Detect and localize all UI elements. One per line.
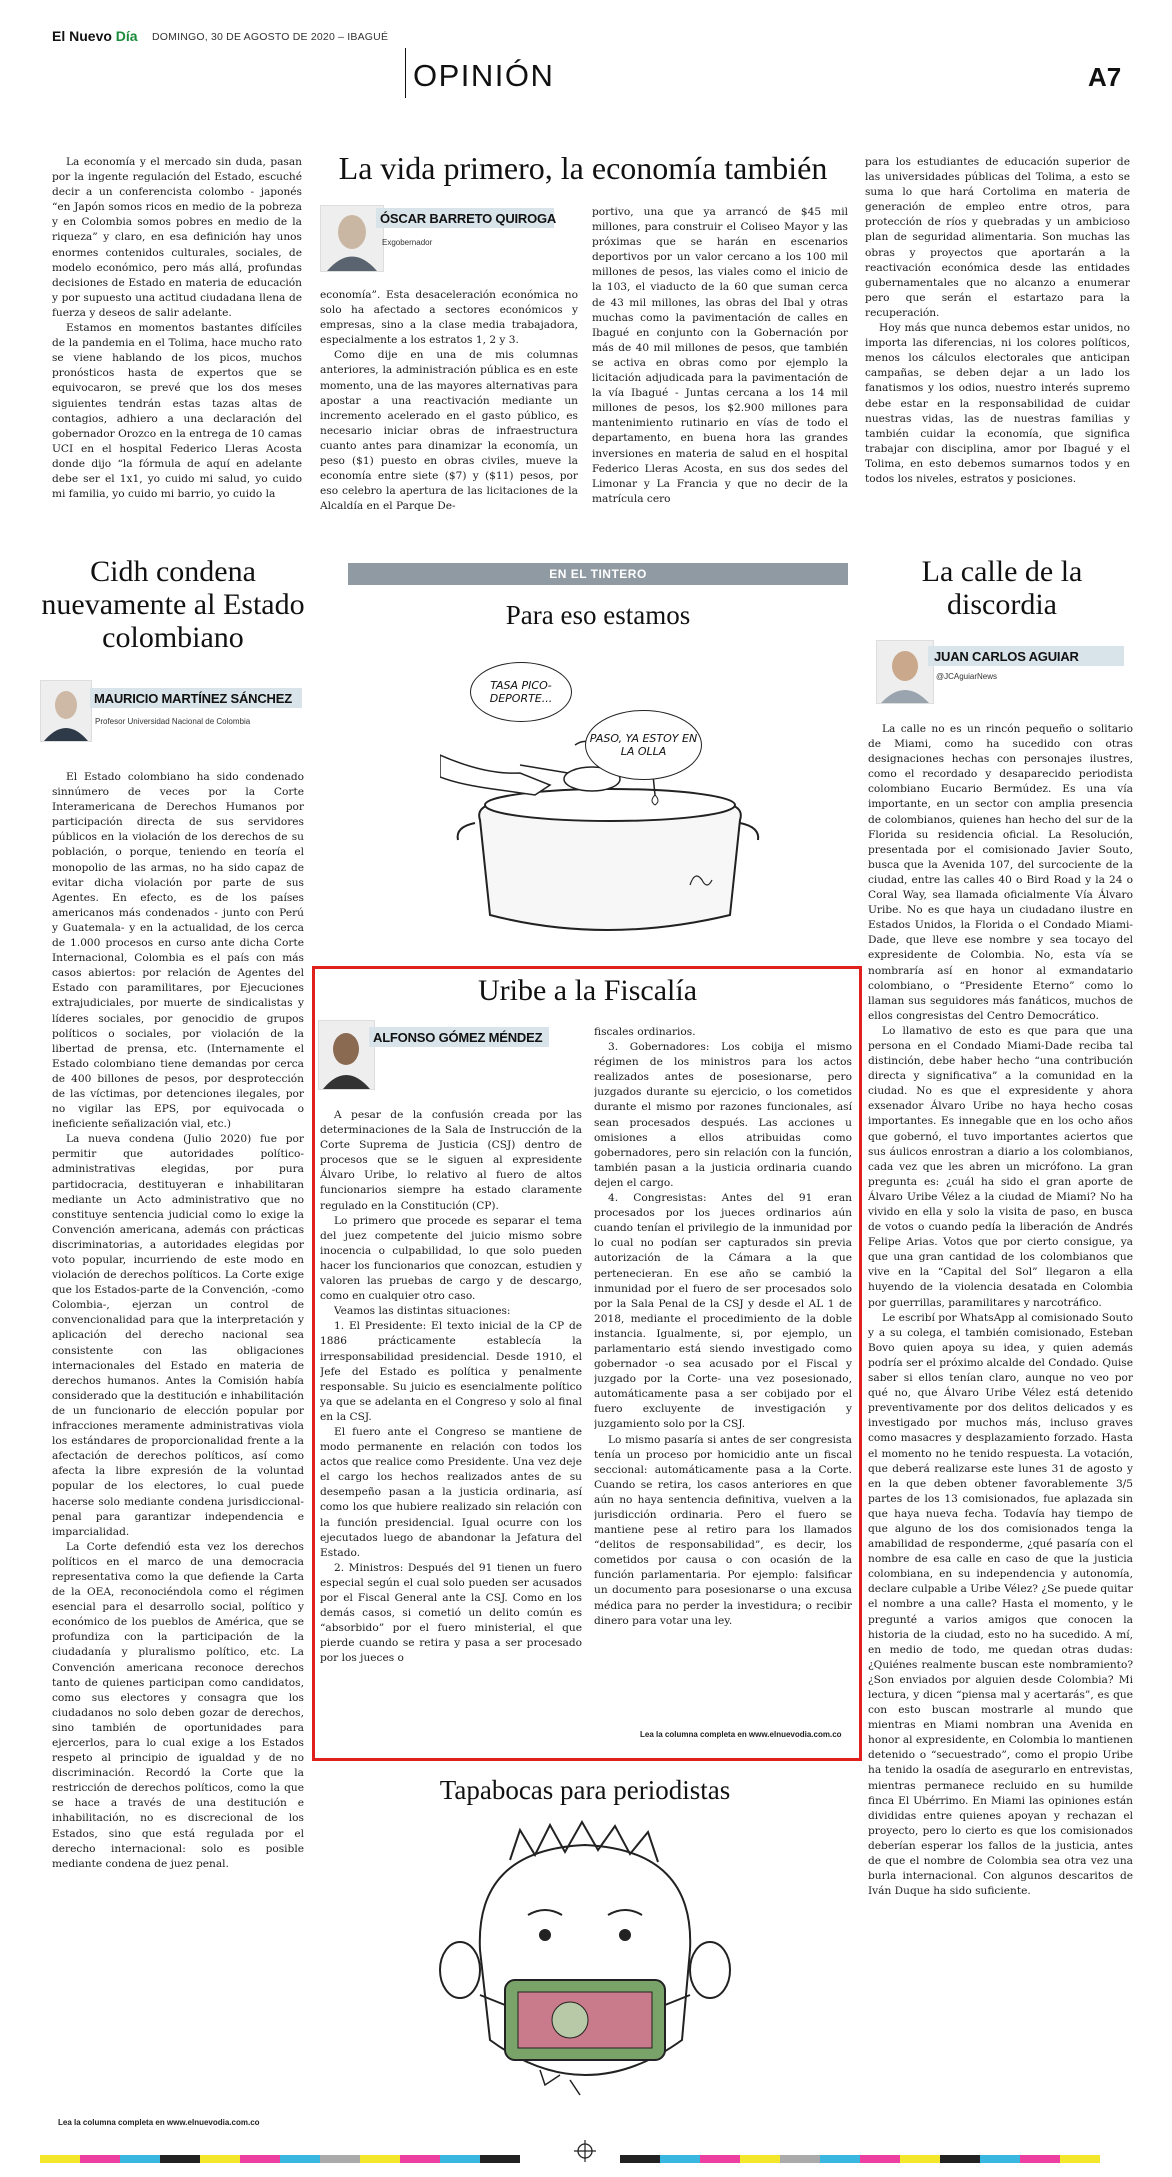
author-photo: [876, 640, 934, 704]
calle-author-handle: @JCAguiarNews: [936, 672, 998, 681]
cartoon-face: [420, 1820, 750, 2120]
author-photo: [320, 205, 384, 272]
paragraph: Como dije en una de mis columnas anteriores, la administración pública es en este momento, una de las mayores alternativas para apostar a una reactivación mediante un incremento acelerado en el gasto público, es necesario iniciar obras de infraestructura cuanto antes para dinamizar la economía, un peso ($1) puesto en obras civiles, mueve la economía entre siete ($7) y ($11) pesos, por eso celebro la apertura de las licitaciones de la Alcaldía en el Parque De-: [320, 349, 578, 513]
paragraph: 1. El Presidente: El texto inicial de la CP de 1886 prácticamente establecía la irresponsabilidad presidencial. Desde 1910, el Jefe del Estado es política y penalmente responsable. Su juicio es esencialmente político ya que se adelanta en el Congreso y solo al final en la CSJ.: [320, 1320, 582, 1423]
vida-headline: La vida primero, la economía también: [338, 150, 828, 186]
section-divider: [405, 48, 406, 98]
paragraph: Hoy más que nunca debemos estar unidos, no importa las diferencias, ni los colores políticos, menos los cálculos electorales que anticipan campañas, se deben dejar a un lado los fanatismos y los odios, nuestro interés supremo debe estar en la responsabilidad de cuidar nuestras vidas, las de nuestras familias y también cuidar la economía, que significa trabajar con disciplina, amor por Ibagué y el Tolima, en esto debemos sumarnos todos y en todos los niveles, estratos y posiciones.: [865, 322, 1130, 485]
cidh-headline: Cidh condena nuevamente al Estado colombiano: [41, 555, 305, 654]
vida-author-role: Exgobernador: [382, 238, 433, 247]
dateline: DOMINGO, 30 DE AGOSTO DE 2020 – IBAGUÉ: [152, 31, 389, 43]
cidh-author-role: Profesor Universidad Nacional de Colombia: [95, 717, 251, 726]
page-number: A7: [1088, 62, 1122, 92]
paragraph: La calle no es un rincón pequeño o solitario de Miami, como ha sucedido con otras designaciones hechas con personajes ilustres, como el recordado y desaparecido periodista colombiano Eucario Bermúdez. Es una vía importante, en un sector con amplia presencia de colombianos, quienes han hecho del sur de la Florida su residencia oficial. La Resolución, presentada por el comisionado Javier Souto, busca que la Avenida 107, del surcociente de la ciudad, entre las calles 40 o Bird Road y la 24 o Coral Way, sea llamada oficialmente Vía Álvaro Uribe. No es que haya un ciudadano ilustre en Estados Unidos, la Florida o el Condado Miami-Dade, que lleve ese nombre y sea tocayo del expresidente de Colombia. No, esta vía se nombraría así en honor al exmandatario colombiano, o “Presidente Eterno” como lo llaman sus seguidores más fanáticos, muchos de ellos congresistas del Centro Democrático.: [868, 723, 1133, 1022]
tintero-headline: Para eso estamos: [505, 600, 691, 630]
calle-body: [868, 722, 1133, 2122]
paragraph: La Corte defendió esta vez los derechos políticos en el marco de una democracia representativa como la que defiende la Carta de la OEA, reconociéndola como el régimen esencial para el desarrollo social, político y económico de los pueblos de América, que se profundiza con la participación de la ciudadanía y pluralismo político, etc. La Convención americana reconoce derechos tanto de quienes participan como candidatos, como sus electores y consagra que los ciudadanos no solo deben gozar de derechos, sino también de oportunidades para ejercerlos, para lo cual exige a los Estados respeto al principio de igualdad y de no discriminación. Recordó la Corte que la restricción de derechos políticos, como la que se hace a través de una destitución e inhabilitación, no es discrecional de los Estados, sino que está regulada por el derecho internacional: solo es posible mediante condena de juez penal.: [52, 1540, 304, 1870]
paragraph: La economía y el mercado sin duda, pasan por la ingente regulación del Estado, escuché decir a un conferencista colombo - japonés “en Japón somos ricos en medio de la pobreza y en Colombia somos pobres en medio de la riqueza” y claro, en esa definición hay unos enormes contenidos culturales, sociales, de modelo económico, pero más allá, profundas decisiones de Estado en materia de educación y por supuesto una actitud ciudadana llena de fuerza y deseos de salir adelante.: [52, 156, 302, 319]
cidh-author: MAURICIO MARTÍNEZ SÁNCHEZ: [94, 691, 292, 706]
paragraph: A pesar de la confusión creada por las determinaciones de la Sala de Instrucción de la Corte Suprema de Justicia (CSJ) dentro de procesos que se le siguen al expresidente Álvaro Uribe, lo relativo al fuero de altos funcionarios siempre ha estado claramente regulado en la Constitución (CP).: [320, 1109, 582, 1212]
paragraph: 2. Ministros: Después del 91 tienen un fuero especial según el cual solo pueden ser acusados por el Fiscal General ante la CSJ. Como en los demás casos, si cometió un delito común es “absorbido” por el fuero ministerial, el que pierde cuando se retira y pasa a ser procesado por los jueces o: [320, 1561, 582, 1665]
paragraph: Le escribí por WhatsApp al comisionado Souto y a su colega, el también comisionado, Esteban Bovo quien apoya su idea, y quien además podría ser el próximo alcalde del Condado. Quise saber si ellos tenían claro, aunque no veo por qué no, que Álvaro Uribe Vélez está detenido preventivamente por dos delitos delicados y es investigado por muchos más, incluso graves como masacres y desplazamiento forzado. Hasta el momento no he tenido respuesta. La votación, que deberá realizarse este lunes 31 de agosto y en la que deben obtener favorablemente 3/5 partes de los 13 comisionados, fue aplazada sin que haya nueva fecha. Todavía hay tiempo de que alguno de los dos comisionados tenga la amabilidad de responderme, ¿qué pasaría con el nombre de esa calle en caso de que la justicia colombiana, en su independencia y autonomía, declare culpable a Uribe Vélez? ¿Se puede quitar el nombre a una calle? Hasta el momento, y le pregunté a varios amigos que conocen la historia de la ciudad, esto no ha sucedido. A mí, en medio de todo, me quedan otras dudas: ¿Quiénes realmente buscan este nombramiento? ¿Son enviados por alguien desde Colombia? Mi lectura, y dicen “piensa mal y acertarás”, es que con esto buscan mostrarle al mundo que mientras en Miami nombran una Avenida en honor al expresidente, en Colombia lo mantienen detenido o “secuestrado”, como el propio Uribe ha tenido la osadía de asegurarlo en entrevistas, mientras permanece recluido en su humilde finca El Ubérrimo. En Miami las opiniones están divididas entre quienes apoyan y rechazan el proyecto, pero lo cierto es que los comisionados deberían esperar los fallos de la justicia, antes de que el nombre de Colombia sea otra vez una burla internacional. Con algunos descaritos de Iván Duque ha sido suficiente.: [868, 1311, 1133, 1898]
paragraph: La nueva condena (Julio 2020) fue por permitir que autoridades político-administrativas elegidas, por pura partidocracia, destituyeran e inhabilitaran mediante un Acto administrativo que no constituye sentencia judicial como lo exige la Convención americana, además con prácticas discriminatorias, a autoridades elegidas por voto popular, incurriendo de este modo en violación de derechos políticos. La Corte exige que los Estados-parte de la Convención, -como Colombia-, ejerzan un control de convencionalidad para que la interpretación y aplicación del derecho nacional sea consistente con las obligaciones internacionales del Estado en materia de derechos humanos. Antes la Comisión había considerado que la destitución e inhabilitación de un funcionario de elección popular por infracciones meramente administrativas viola los estándares de proporcionalidad frente a la afectación de derechos políticos, así como afecta la libre expresión de la voluntad popular de los electores, lo cual puede hacerse solo mediante condena jurisdiccional-penal para garantizar independencia e imparcialidad.: [52, 1133, 304, 1538]
uribe-col-b: [594, 1025, 852, 1715]
paragraph: Lo llamativo de esto es que para que una persona en el Condado Miami-Dade reciba tal distinción, debe haber hecho “una contribución directa y significativa” a la comunidad en la ciudad. No es que el expresidente y ahora exsenador Álvaro Uribe no haya hecho cosas importantes. Es innegable que en los ocho años que gobernó, el tuvo importantes aciertos que sus áulicos enrostran a diario a los colombianos, cada vez que les abren un micrófono. La gran pregunta es: ¿cuál ha sido el gran aporte de Álvaro Uribe Vélez a la ciudad de Miami? No ha vivido en ella y solo la visita de paso, en busca de votos o cuando pedía la liberación de Andrés Felipe Arias. Votos que por cierto consigue, ya que una gran cantidad de los colombianos que vive en la “Capital del Sol” llegaron a ella huyendo de la violencia desatada en Colombia por guerrillas, paramilitares y narcotráfico.: [868, 1024, 1133, 1309]
paragraph: Lo mismo pasaría si antes de ser congresista tenía un proceso por homicidio ante un fiscal seccional: automáticamente pasa a la Corte. Cuando se retira, los casos anteriores en que aún no haya sentencia definitiva, vuelven a la jurisdicción ordinaria. Pero el fuero se mantiene pese al retiro para los llamados “delitos de responsabilidad”, es decir, los cometidos por causa o con ocasión de la función parlamentaria. Por ejemplo: falsificar un documento para posesionarse o una excusa médica para no perder la investidura; o recibir dinero para votar una ley.: [594, 1433, 852, 1627]
tintero-label: EN EL TINTERO: [348, 563, 848, 585]
brand-logo: El Nuevo Día: [52, 28, 138, 44]
cidh-body: [52, 770, 304, 2110]
vida-col-a: [320, 288, 578, 533]
paragraph: fiscales ordinarios.: [594, 1026, 696, 1038]
paragraph: 3. Gobernadores: Los cobija el mismo régimen de los ministros para los actos realizados antes de posesionarse, pero juzgados durante su ejercicio, o los cometidos durante el mismo por razones funcionales, así sean procesados después. Las acciones u omisiones a ellos atribuidas como gobernadores, pero sin relación con la función, también pasan a la justicia ordinaria cuando dejen el cargo.: [594, 1041, 852, 1189]
color-registration-bar: [620, 2148, 1100, 2167]
paragraph: Veamos las distintas situaciones:: [334, 1305, 511, 1318]
vida-col-c: [865, 155, 1130, 535]
section-title: OPINIÓN: [413, 58, 555, 93]
calle-author: JUAN CARLOS AGUIAR: [934, 649, 1079, 664]
paragraph: 4. Congresistas: Antes del 91 eran procesados por los jueces ordinarios aún cuando tenían el privilegio de la inmunidad por lo cual no podían ser capturados sin previa autorización de la Cámara a la que pertenecieran. En ese año se cambió la inmunidad por el fuero de ser procesados solo por la Sala Penal de la CSJ y desde el AL 1 de 2018, mediante el procedimiento de la doble instancia. Igualmente, si, por ejemplo, un parlamentario está siendo investigado como gobernador -o sea acusado por el Fiscal y juzgado por la Corte- una vez posesionado, automáticamente pasa a ser cobijado por el fuero excluyente de investigación y juzgamiento solo por la CSJ.: [594, 1192, 852, 1431]
cidh-footnote: Lea la columna completa en www.elnuevodia.com.co: [58, 2118, 260, 2127]
author-photo: [40, 680, 92, 742]
author-photo: [318, 1020, 375, 1090]
registration-mark-icon: [574, 2140, 596, 2162]
paragraph: El Estado colombiano ha sido condenado sinnúmero de veces por la Corte Interamericana de Derechos Humanos por participación directa de sus servidores públicos en la violación de los derechos de su población, o porque, teniendo en teoría el monopolio de las armas, no ha sido capaz de evitar dicha violación por parte de sus Agentes. En efecto, es de los países americanos más condenados - junto con Perú y Guatemala- y en la actualidad, de los cerca de 1.000 procesos en curso ante dicha Corte Internacional, Colombia es el país con más casos abiertos: por relación de Agentes del Estado con paramilitares, por Ejecuciones extrajudiciales, por muerte de sindicalistas y líderes sociales, por genocidio de grupos políticos o sociales, por violación de la libertad de prensa, etc. (Internamente el Estado colombiano tiene demandas por cerca de 400 billones de pesos, por desprotección de las víctimas, por detenciones ilegales, por no vigilar las EPS, por equivocada o ineficiente señalización vial, etc.): [52, 771, 304, 1131]
uribe-footnote: Lea la columna completa en www.elnuevodia.com.co: [640, 1730, 842, 1739]
paragraph: Estamos en momentos bastantes difíciles de la pandemia en el Tolima, hace mucho rato se viene hablando de los picos, muchos pronósticos hasta de expertos que se equivocaron, se prevé que los dos meses siguientes tendrán estas tazas altas de contagios, adhiero a una declaración del gobernador Orozco en la entrega de 10 camas UCI en el hospital Federico Lleras Acosta donde dijo “la fórmula de aquí en adelante debe ser el 1x1, yo cuido mi salud, yo cuido mi familia, yo cuido mi barrio, yo cuido la: [52, 322, 302, 501]
paragraph: economía”. Esta desaceleración económica no solo ha afectado a sectores económicos y empresas, sino a la clase media trabajadora, especialmente a los estratos 1, 2 y 3.: [320, 289, 578, 347]
cartoon-bubble: TASA PICO-DEPORTE...: [470, 662, 572, 722]
uribe-author: ALFONSO GÓMEZ MÉNDEZ: [373, 1030, 543, 1045]
paragraph: portivo, una que ya arrancó de $45 mil millones, para construir el Coliseo Mayor y las próximas que se harán en escenarios deportivos por un valor cercano a los 100 mil millones de pesos, las viales como el inicio de la 103, el viaducto de la 60 que suman cerca de 43 mil millones, las obras del Ibal y otras muchas como la pavimentación de calles en Ibagué en conjunto con la Gobernación por más de 40 mil millones de pesos, que también se activa en obras como por ejemplo la licitación adjudicada para la pavimentación de la vía Ibagué - Juntas cercana a los 14 mil millones de pesos, los $2.900 millones para mantenimiento rutinario en vías de todo el departamento, en buena hora las grandes inversiones en materia de salud en el hospital Federico Lleras Acosta, en sus dos sedes del Limonar y La Francia y que no decir de la matrícula cero: [592, 206, 848, 505]
color-registration-bar: [40, 2148, 520, 2167]
calle-headline: La calle de la discordia: [921, 555, 1083, 621]
paragraph: El fuero ante el Congreso se mantiene de modo permanente en relación con todos los actos que realice como Presidente. Una vez deje el cargo los hechos realizados antes de su desempeño pasan a la justicia ordinaria, así como los que hubiere realizado sin relación con la función presidencial. Igual ocurre con los ejecutados luego de abandonar la Jefatura del Estado.: [320, 1425, 582, 1559]
vida-author: ÓSCAR BARRETO QUIROGA: [380, 211, 557, 226]
paragraph: para los estudiantes de educación superior de las universidades públicas del Tolima, a esto se suma lo que hará Cortolima en materia de generación de empleo entre otros, para protección de ríos y quebradas y un ambicioso plan de seguridad alimentaria. Son muchas las obras y proyectos que aportarán a la reactivación económica desde las entidades gubernamentales que no alcanzo a enumerar pero que serán el estartazo para la recuperación.: [865, 156, 1130, 319]
vida-col-b: [592, 205, 848, 535]
cartoon-bubble: PASO, YA ESTOY EN LA OLLA: [585, 710, 702, 780]
uribe-headline: Uribe a la Fiscalía: [477, 974, 698, 1007]
vida-column-intro: [52, 155, 302, 530]
tapabocas-headline: Tapabocas para periodistas: [439, 1775, 731, 1805]
paragraph: Lo primero que procede es separar el tema del juez competente del juicio mismo sobre inocencia o culpabilidad, lo que solo pueden hacer los funcionarios que conozcan, estudien y valoren las pruebas de cargo y de descargo, como en cualquier otro caso.: [320, 1214, 582, 1303]
uribe-col-a: [320, 1108, 582, 1748]
